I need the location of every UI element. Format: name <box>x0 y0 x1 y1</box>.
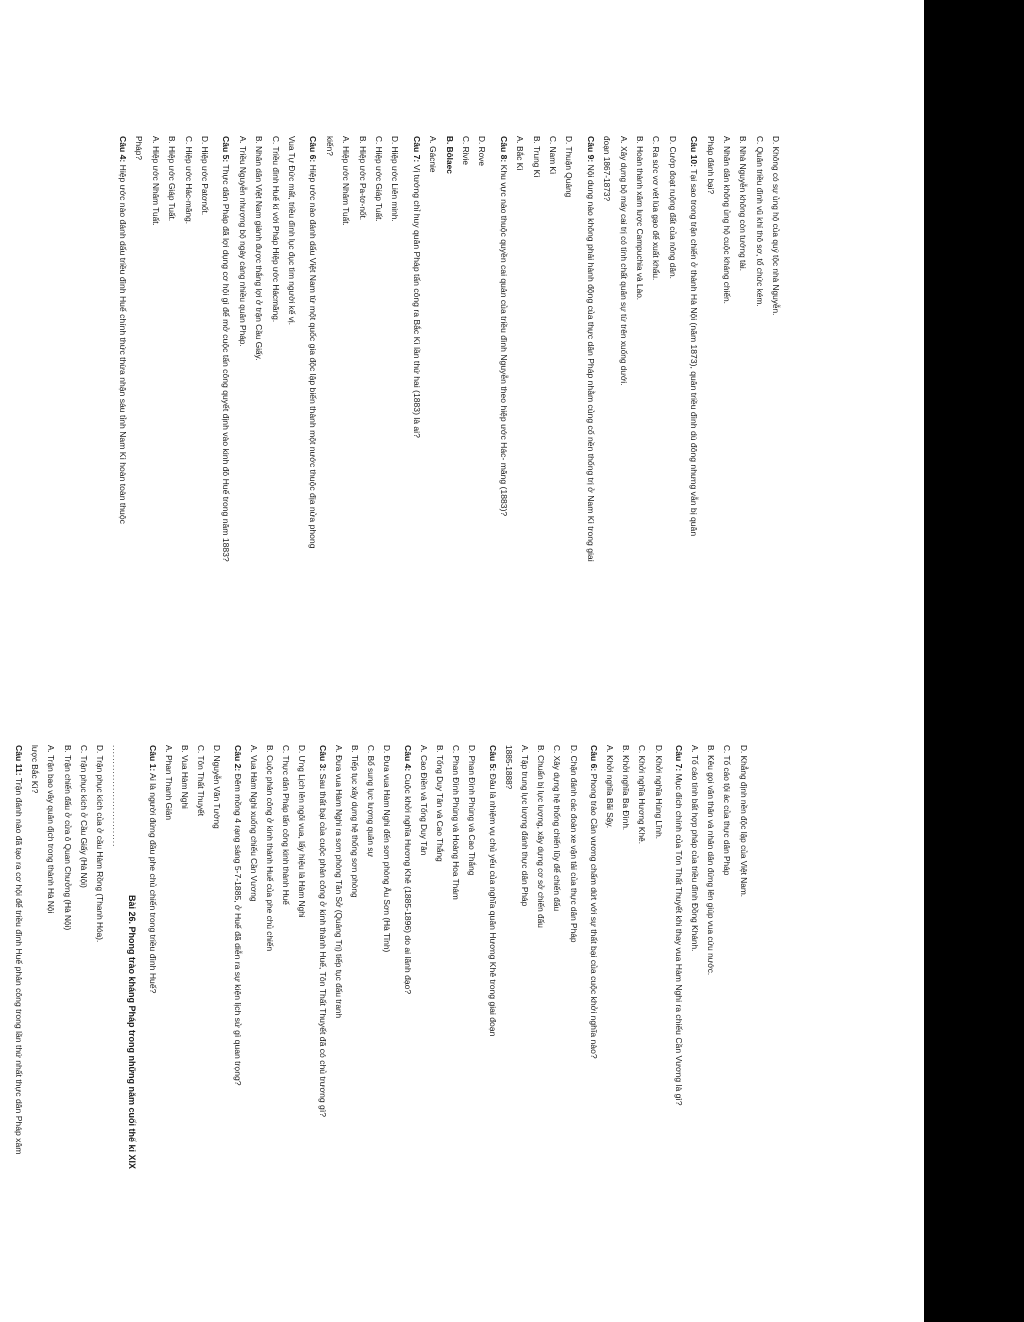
question-line: Câu 6: Hiệp ước nào đánh dấu Việt Nam từ một quốc gia độc lập biến thành một nước thuộc địa nửa phong <box>308 136 319 549</box>
text-line: D. Đưa vua Hàm Nghi đến sơn phòng Âu Sơn (Hà Tĩnh) <box>382 745 393 953</box>
text-line: C. Xây dựng hệ thống chiến lũy để chiến đấu <box>552 745 563 912</box>
text-line: D. Cướp đoạt ruộng đất của nông dân. <box>667 136 678 279</box>
text-line: lược Bắc Kì? <box>30 745 41 794</box>
text-line: B. Kêu gọi văn thân và nhân dân đứng lên giúp vua cứu nước. <box>706 745 717 976</box>
text-line: D. Trận phục kích của ở cầu Hàm Rồng (Thanh Hóa). <box>95 745 105 943</box>
text-line: Pháp đánh bại? <box>705 136 716 195</box>
question-line: Câu 7: Mục đích chính của Tôn Thất Thuyết khi thay vua Hàm Nghi ra chiếu Cần Vương là gì? <box>673 745 684 1106</box>
text-line: kiến? <box>324 136 335 156</box>
question-line: Câu 4: Hiệp ước nào đánh dấu triều đình Huế chính thức thừa nhận sáu tỉnh Nam Kì hoàn toàn thuộc <box>118 136 128 524</box>
text-line: A. Tập trung lực lượng đánh thực dân Pháp <box>520 745 530 907</box>
question-line: Câu 5: Thực dân Pháp đã lợi dụng cơ hội gì để mở cuộc tấn công quyết định vào kinh đô Huế trong năm 1883? <box>221 136 232 562</box>
text-line: C. Thực dân Pháp tấn công kinh thành Huế <box>281 745 292 905</box>
text-line: A. Gácnie <box>428 136 439 173</box>
text-line: ............................... <box>111 745 122 848</box>
text-line: D. Chặn đánh các đoàn xe vận tải của thực dân Pháp <box>568 745 579 943</box>
question-line: Câu 2: Đêm mồng 4 rạng sáng 5-7-1885, ở Huế đã diễn ra sự kiện lịch sử gì quan trọng? <box>232 745 243 1086</box>
text-line: C. Tố cáo tội ác của thực dân Pháp <box>722 745 733 876</box>
text-line: B. Nhà Nguyễn không còn tướng tài. <box>738 136 749 272</box>
question-line: Câu 1: Ai là người đứng đầu phe chủ chiến trong triều đình Huế? <box>147 745 158 994</box>
text-line: B. Tống Duy Tân và Cao Thắng <box>435 745 445 862</box>
question-line: Câu 11: Trận đánh nào đã tạo ra cơ hội để triều đình Huế phản công trong lần thứ nhất thực dân Pháp xâm <box>14 745 24 1155</box>
text-line: B. Tiếp tục xây dựng hệ thống sơn phòng <box>350 745 360 898</box>
text-line: C. Bổ sung lực lượng quân sự <box>366 745 377 858</box>
text-line: đoạn 1867-1873? <box>602 136 613 202</box>
text-line: A. Nhân dân không ủng hộ cuộc kháng chiến. <box>722 136 732 304</box>
text-line: C. Rivie <box>461 136 471 166</box>
text-line: D. Hiệp ước Patơnốt. <box>200 136 210 216</box>
right-column <box>0 745 924 1305</box>
text-line: B. Bôlaec <box>444 136 455 174</box>
text-line: A. Vua Hàm Nghi xuống chiếu Cần Vương <box>248 745 259 902</box>
text-line: B. Cuộc phản công ở kinh thành Huế của phe chủ chiến <box>265 745 275 952</box>
text-line: C. Ra sức vơ vét lúa gạo để xuất khẩu. <box>651 136 662 281</box>
text-line: A. Trận bao vây quân địch trong thành Hà Nội <box>46 745 57 914</box>
text-line: C. Nam Kì <box>548 136 558 175</box>
question-line: Câu 7: Vị tướng chỉ huy quân Pháp tấn công ra Bắc Kì lần thứ hai (1883) là ai? <box>411 136 422 438</box>
text-line: A. Triều Nguyễn nhượng bộ ngày càng nhiều quân Pháp. <box>237 136 248 347</box>
text-line: A. Đưa vua Hàm Nghi ra sơn phòng Tân Sở (Quảng Trị) tiếp tục đấu tranh <box>333 745 344 1019</box>
text-line: D. Nguyễn Văn Tường <box>212 745 223 829</box>
text-line: B. Trung Kì <box>531 136 542 178</box>
text-line: C. Tôn Thất Thuyết <box>196 745 207 817</box>
text-line: B. Hiệp ước Pa-tơ-nốt. <box>357 136 368 221</box>
text-line: D. Thuận Quảng <box>564 136 575 198</box>
text-line: A. Hiệp ước Nhâm Tuất. <box>150 136 161 226</box>
text-line: D. Rove <box>477 136 488 166</box>
question-line: Câu 4: Cuộc khởi nghĩa Hương Khê (1885-1896) do ai lãnh đạo? <box>402 745 413 995</box>
question-line: Câu 3: Sau thất bại của cuộc phản công ở kinh thành Huế, Tôn Thất Thuyết đã có chủ trương gì? <box>317 745 328 1117</box>
text-line: D. Ưng Lịch lên ngôi vua, lấy hiệu là Hàm Nghi <box>297 745 308 918</box>
text-line: D. Khẳng định nền độc lập của Việt Nam. <box>738 745 749 898</box>
question-line: Câu 8: Khu vực nào thuộc quyền cai quản của triều đình Nguyễn theo hiệp ước Hác- măng (1883)? <box>498 136 509 517</box>
text-line: C. Hiệp ước Hác-măng. <box>183 136 194 224</box>
text-line: C. Quân triều đình vũ khí thô sơ, tổ chức kém. <box>754 136 765 307</box>
text-line: B. Trận chiến đấu ở cửa ô Quan Chưởng (Hà Nội) <box>62 745 73 931</box>
text-line: C. Trận phục kích ở Cầu Giấy (Hà Nội) <box>78 745 89 888</box>
text-line: A. Hiệp ước Nhâm Tuất. <box>341 136 352 226</box>
text-line: A. Tố cáo tính bất hợp pháp của triều đình Đồng Khánh. <box>690 745 700 952</box>
text-line: B. Khởi nghĩa Ba Đình. <box>621 745 632 831</box>
question-line: Câu 5: Đâu là nhiệm vụ chủ yếu của nghĩa quân Hương Khê trong giai đoạn <box>487 745 498 1037</box>
text-line: A. Phan Thanh Giản <box>163 745 174 821</box>
text-line: B. Chuẩn bị lực lượng, xây dựng cơ sở chiến đấu <box>536 745 547 928</box>
text-line: A. Xây dựng bộ máy cai trị có tính chất quân sự từ trên xuống dưới. <box>618 136 629 386</box>
text-line: Vua Tự Đức mất, triều đình lục đục tìm người kế vị. <box>287 136 297 326</box>
text-line: C. Hiệp ước Giáp Tuất. <box>374 136 384 222</box>
left-column <box>0 136 924 816</box>
question-line: Câu 10: Tại sao trong trận chiến ở thành Hà Nội (năm 1873), quân triều đình dù đông nhưng vẫn bị quân <box>689 136 700 537</box>
question-line: Câu 6: Phong trào Cần vương chấm dứt với sự thất bại của cuộc khởi nghĩa nào? <box>588 745 599 1059</box>
text-line: A. Bắc Kì <box>515 136 526 171</box>
text-line: D. Phan Đình Phùng và Cao Thắng <box>467 745 478 876</box>
question-line: Câu 9: Nội dung nào không phải hành động của thực dân Pháp nhằm củng cố nền thống trị ở Nam Kì trong giai <box>585 136 596 562</box>
text-line: D. Không có sự ủng hộ của quý tộc nhà Nguyễn. <box>771 136 782 316</box>
text-line: A. Cao Điền và Tống Duy Tân <box>418 745 429 856</box>
text-line: D. Khởi nghĩa Hùng Lĩnh. <box>653 745 664 840</box>
text-line: B. Nhân dân Việt Nam giành được thắng lợi ở trận Cầu Giấy. <box>254 136 265 361</box>
text-line: B. Hiệp ước Giáp Tuất. <box>167 136 178 222</box>
text-line: B. Hoàn thành xâm lược Campuchia và Lào. <box>635 136 645 301</box>
text-line: C. Phan Đình Phùng và Hoàng Hoa Thám <box>451 745 462 900</box>
text-line: Pháp? <box>134 136 145 160</box>
text-line: A. Khởi nghĩa Bãi Sậy. <box>605 745 615 829</box>
text-line: B. Vua Hàm Nghi <box>180 745 190 809</box>
text-line: D. Hiệp ước Liên minh. <box>390 136 401 222</box>
text-line: C. Triều đình Huế kí với Pháp Hiệp ước Hácmăng. <box>270 136 281 323</box>
text-line: C. Khởi nghĩa Hương Khê. <box>637 745 648 844</box>
section-title: Bài 26. Phong trào kháng Pháp trong những năm cuối thế kỉ XIX <box>127 895 138 1170</box>
text-line: 1885-1888? <box>503 745 514 790</box>
